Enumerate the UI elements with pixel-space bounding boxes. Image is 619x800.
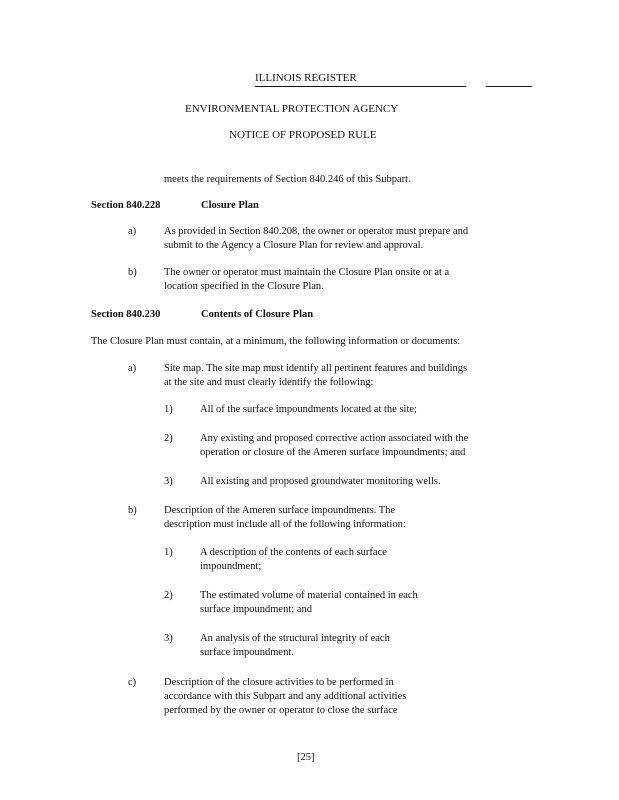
list-item-line: Site map. The site map must identify all pertinent features and buildings <box>164 363 468 374</box>
list-item-label: a) <box>128 363 137 374</box>
section-230-number: Section 840.230 <box>91 309 161 320</box>
sublist-item-line: impoundment; <box>200 561 262 572</box>
sublist-item-line: The estimated volume of material contained in each <box>200 590 418 601</box>
section-228-number: Section 840.228 <box>91 200 161 211</box>
sublist-item-line: An analysis of the structural integrity of each <box>200 633 390 644</box>
list-item-line: Description of the closure activities to be performed in <box>164 677 394 688</box>
sublist-item-line: Any existing and proposed corrective action associated with the <box>200 433 469 444</box>
section-230-title: Contents of Closure Plan <box>201 309 314 320</box>
section-228-title: Closure Plan <box>201 200 259 211</box>
header-underline <box>255 86 466 87</box>
section-230-intro: The Closure Plan must contain, at a minimum, the following information or documents: <box>91 336 461 347</box>
list-item-line: at the site and must clearly identify the following: <box>164 377 374 388</box>
register-title: ILLINOIS REGISTER <box>255 72 357 84</box>
sublist-item-label: 3) <box>164 633 173 644</box>
sublist-item-line: A description of the contents of each surface <box>200 547 387 558</box>
list-item-line: As provided in Section 840.208, the owner or operator must prepare and <box>164 226 469 237</box>
sublist-item-label: 1) <box>164 404 173 415</box>
sublist-item-line: All existing and proposed groundwater monitoring wells. <box>200 476 441 487</box>
sublist-item-label: 2) <box>164 590 173 601</box>
list-item-label: a) <box>128 226 137 237</box>
list-item-line: accordance with this Subpart and any additional activities <box>164 691 407 702</box>
list-item-label: b) <box>128 267 137 278</box>
agency-title: ENVIRONMENTAL PROTECTION AGENCY <box>185 103 399 115</box>
page-number: [25] <box>297 752 315 763</box>
list-item-label: b) <box>128 505 137 516</box>
sublist-item-line: surface impoundment. <box>200 647 294 658</box>
sublist-item-line: All of the surface impoundments located at the site; <box>200 404 417 415</box>
sublist-item-label: 3) <box>164 476 173 487</box>
list-item-line: submit to the Agency a Closure Plan for review and approval. <box>164 240 424 251</box>
sublist-item-line: surface impoundment; and <box>200 604 312 615</box>
sublist-item-label: 1) <box>164 547 173 558</box>
list-item-line: Description of the Ameren surface impoundments. The <box>164 505 396 516</box>
list-item-line: description must include all of the following information: <box>164 519 406 530</box>
intro-line: meets the requirements of Section 840.246 of this Subpart. <box>164 174 411 185</box>
sublist-item-line: operation or closure of the Ameren surface impoundments; and <box>200 447 466 458</box>
list-item-line: The owner or operator must maintain the Closure Plan onsite or at a <box>164 267 450 278</box>
sublist-item-label: 2) <box>164 433 173 444</box>
notice-title: NOTICE OF PROPOSED RULE <box>229 129 377 141</box>
list-item-line: location specified in the Closure Plan. <box>164 281 324 292</box>
list-item-label: c) <box>128 677 137 688</box>
header-underline-right <box>486 86 532 87</box>
list-item-line: performed by the owner or operator to close the surface <box>164 705 398 716</box>
